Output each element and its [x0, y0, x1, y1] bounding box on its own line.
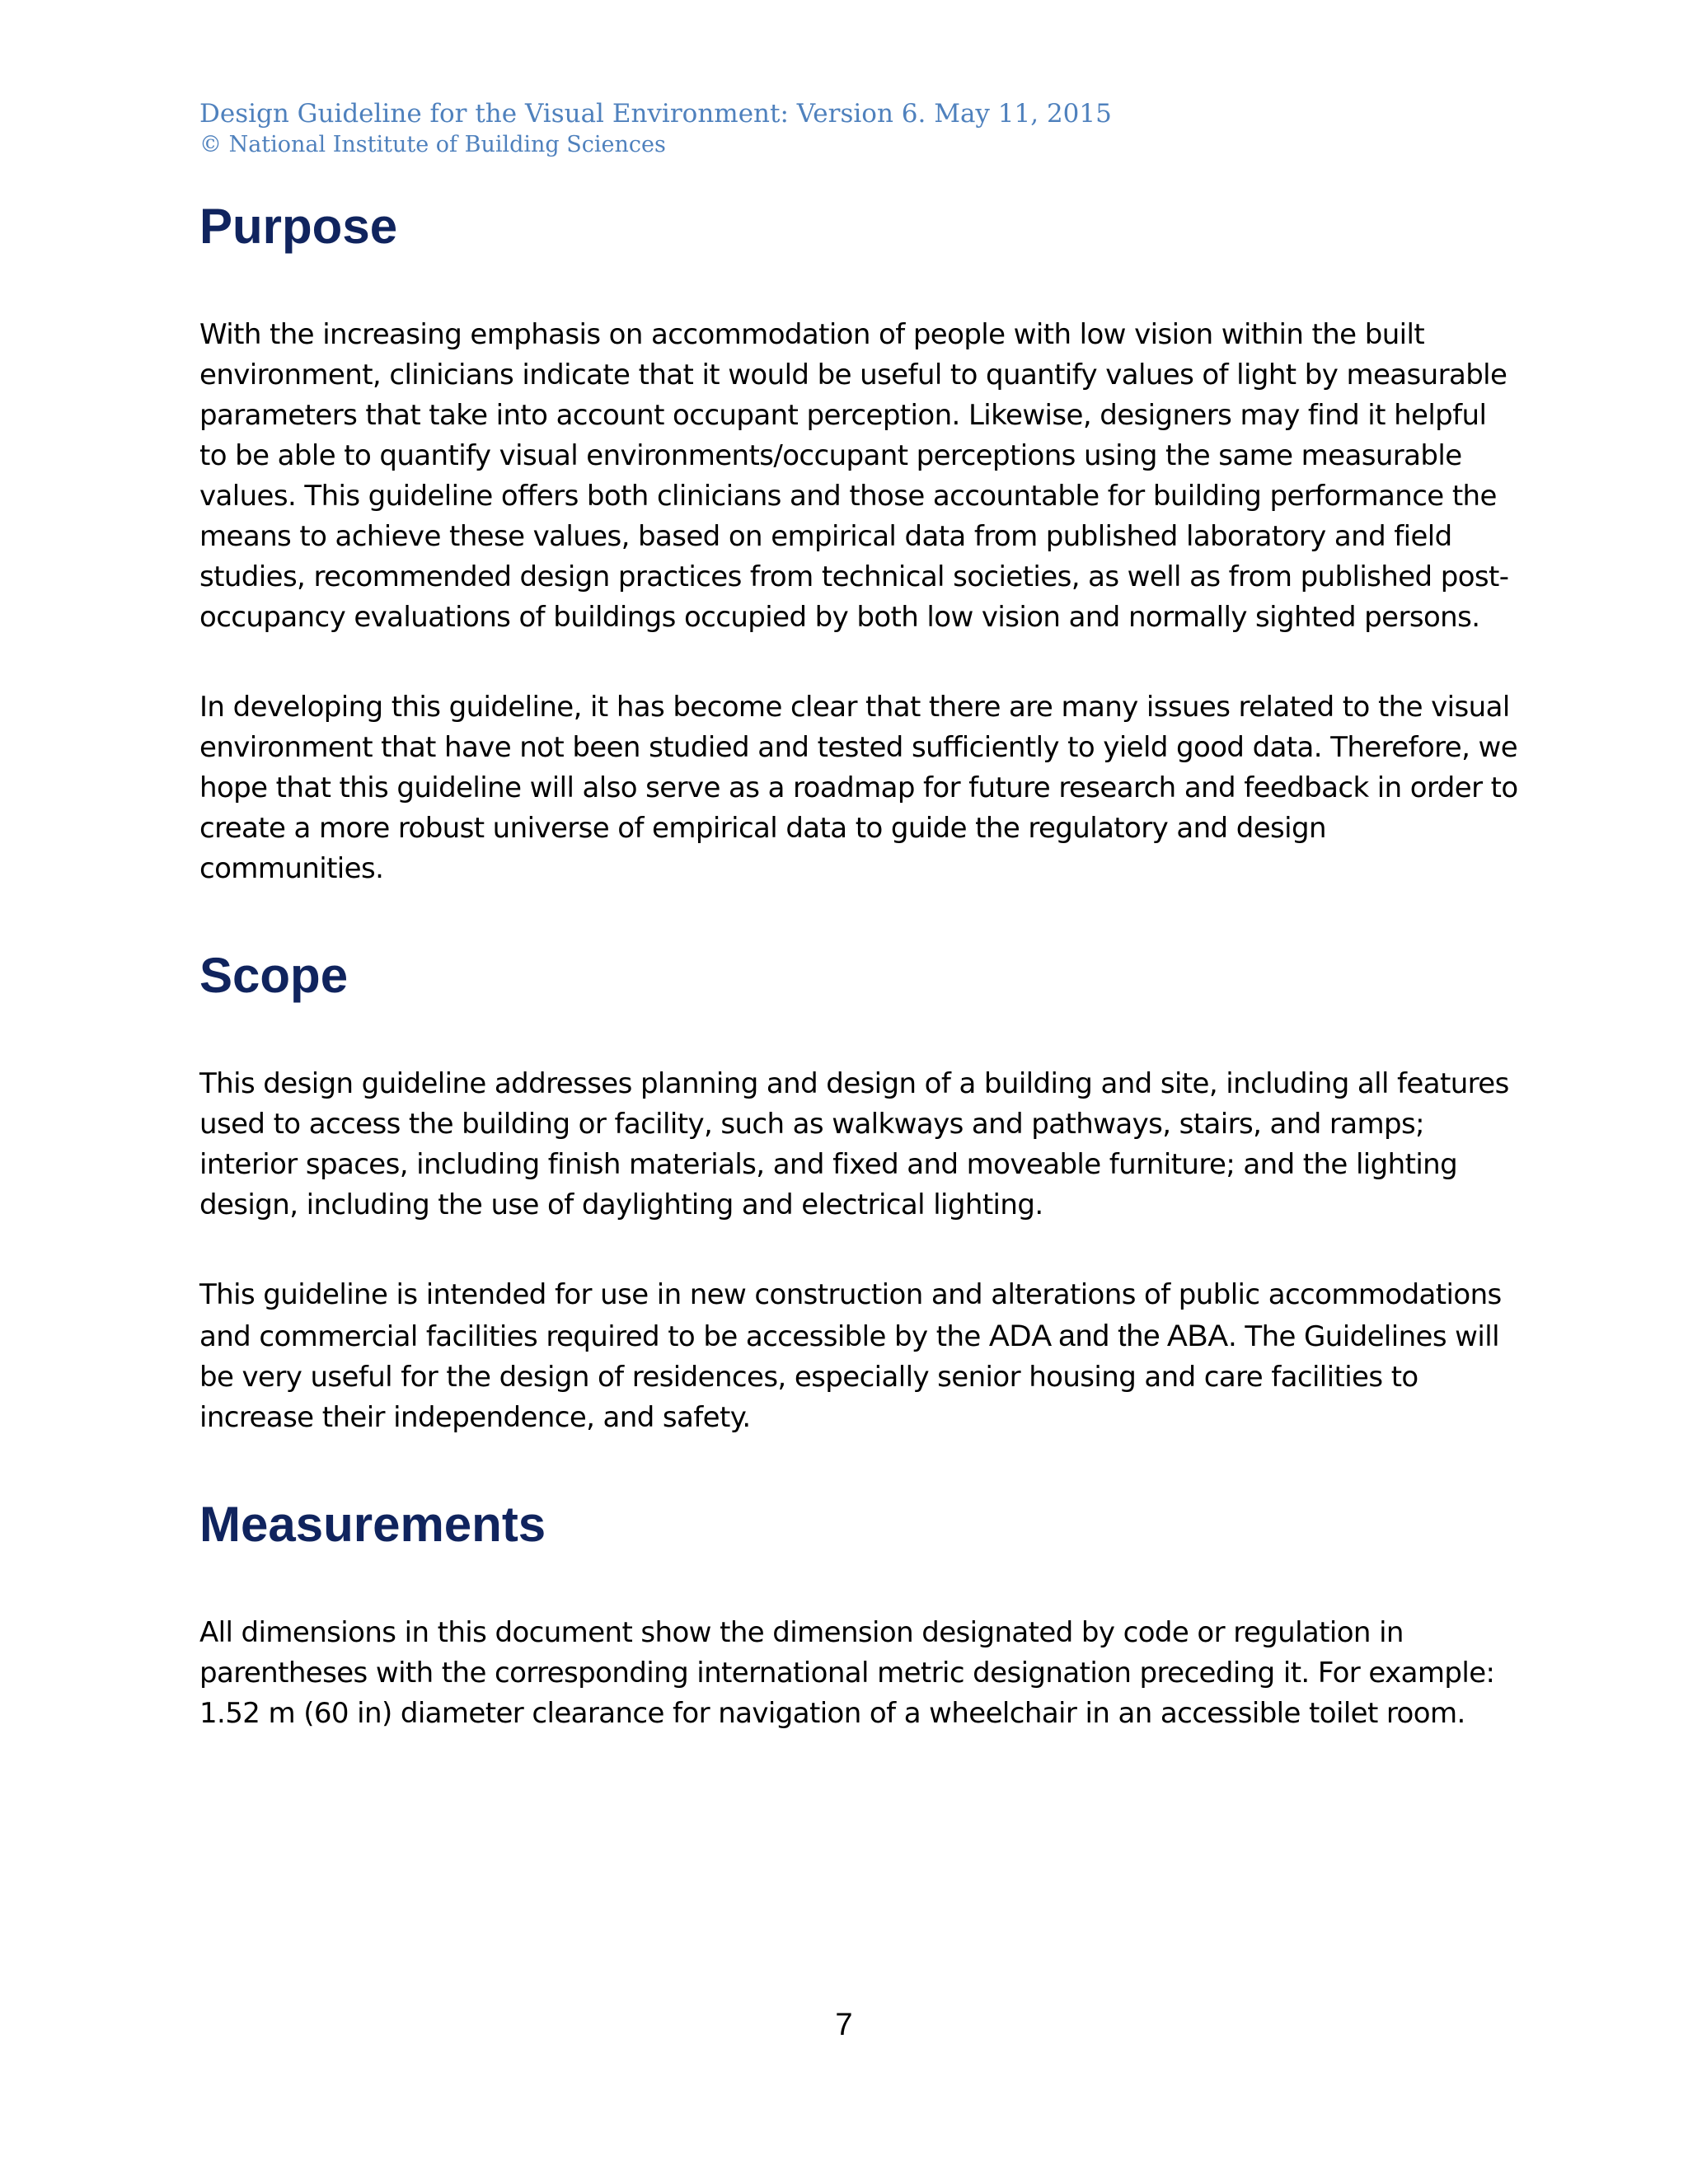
scope-paragraph-1: This design guideline addresses planning and design of a building and site, including all features used to access the building or facility, such as walkways and pathways, stairs, and ramps; interior spaces, including finish materials, and fixed and moveable furniture; and the lighting design, including the use of daylighting and electrical lighting. [199, 1067, 1509, 1221]
running-header [199, 97, 1518, 160]
header-copyright: © National Institute of Building Sciences [199, 132, 666, 157]
purpose-paragraph-1: With the increasing emphasis on accommodation of people with low vision within the built environment, clinicians indicate that it would be useful to quantify values of light by measurable parameters that take into account occupant perception. Likewise, designers may find it helpful to be able to quantify visual environments/occupant perceptions using the same measurable values. This guideline offers both clinicians and those accountable for building performance the means to achieve these values, based on empirical data from published laboratory and field studies, recommended design practices from technical societies, as well as from published post-occupancy evaluations of buildings occupied by both low vision and normally sighted persons. [199, 318, 1509, 634]
page-content [199, 190, 1518, 1734]
page-number: 7 [835, 2008, 853, 2042]
scope-paragraph-2-end: . The Guidelines will be very useful for the design of residences, especially senior housing and care facilities to increase their independence, and safety. [199, 1320, 1499, 1434]
heading-purpose: Purpose [199, 199, 398, 254]
header-title: Design Guideline for the Visual Environment: Version 6. May 11, 2015 [199, 99, 1112, 129]
heading-scope: Scope [199, 948, 349, 1003]
heading-measurements: Measurements [199, 1497, 546, 1552]
measurements-paragraph: All dimensions in this document show the dimension designated by code or regulation in parentheses with the corresponding international metric designation preceding it. For example: 1.52 m (60 in) diameter clearance for navigation of a wheelchair in an accessible toilet room. [199, 1616, 1495, 1730]
purpose-paragraph-2: In developing this guideline, it has become clear that there are many issues related to the visual environment that have not been studied and tested sufficiently to yield good data. Therefore, we hope that this guideline will also serve as a roadmap for future research and feedback in order to create a more robust universe of empirical data to guide the regulatory and design communities. [199, 691, 1518, 885]
scope-acronyms: ADA and the ABA [988, 1319, 1228, 1352]
scope-paragraph-2-start: This guideline is intended for use in new construction and alterations of public accommodations and commercial facilities required to be accessible by the [199, 1278, 1502, 1353]
scope-paragraph-2 [199, 1275, 1518, 1438]
